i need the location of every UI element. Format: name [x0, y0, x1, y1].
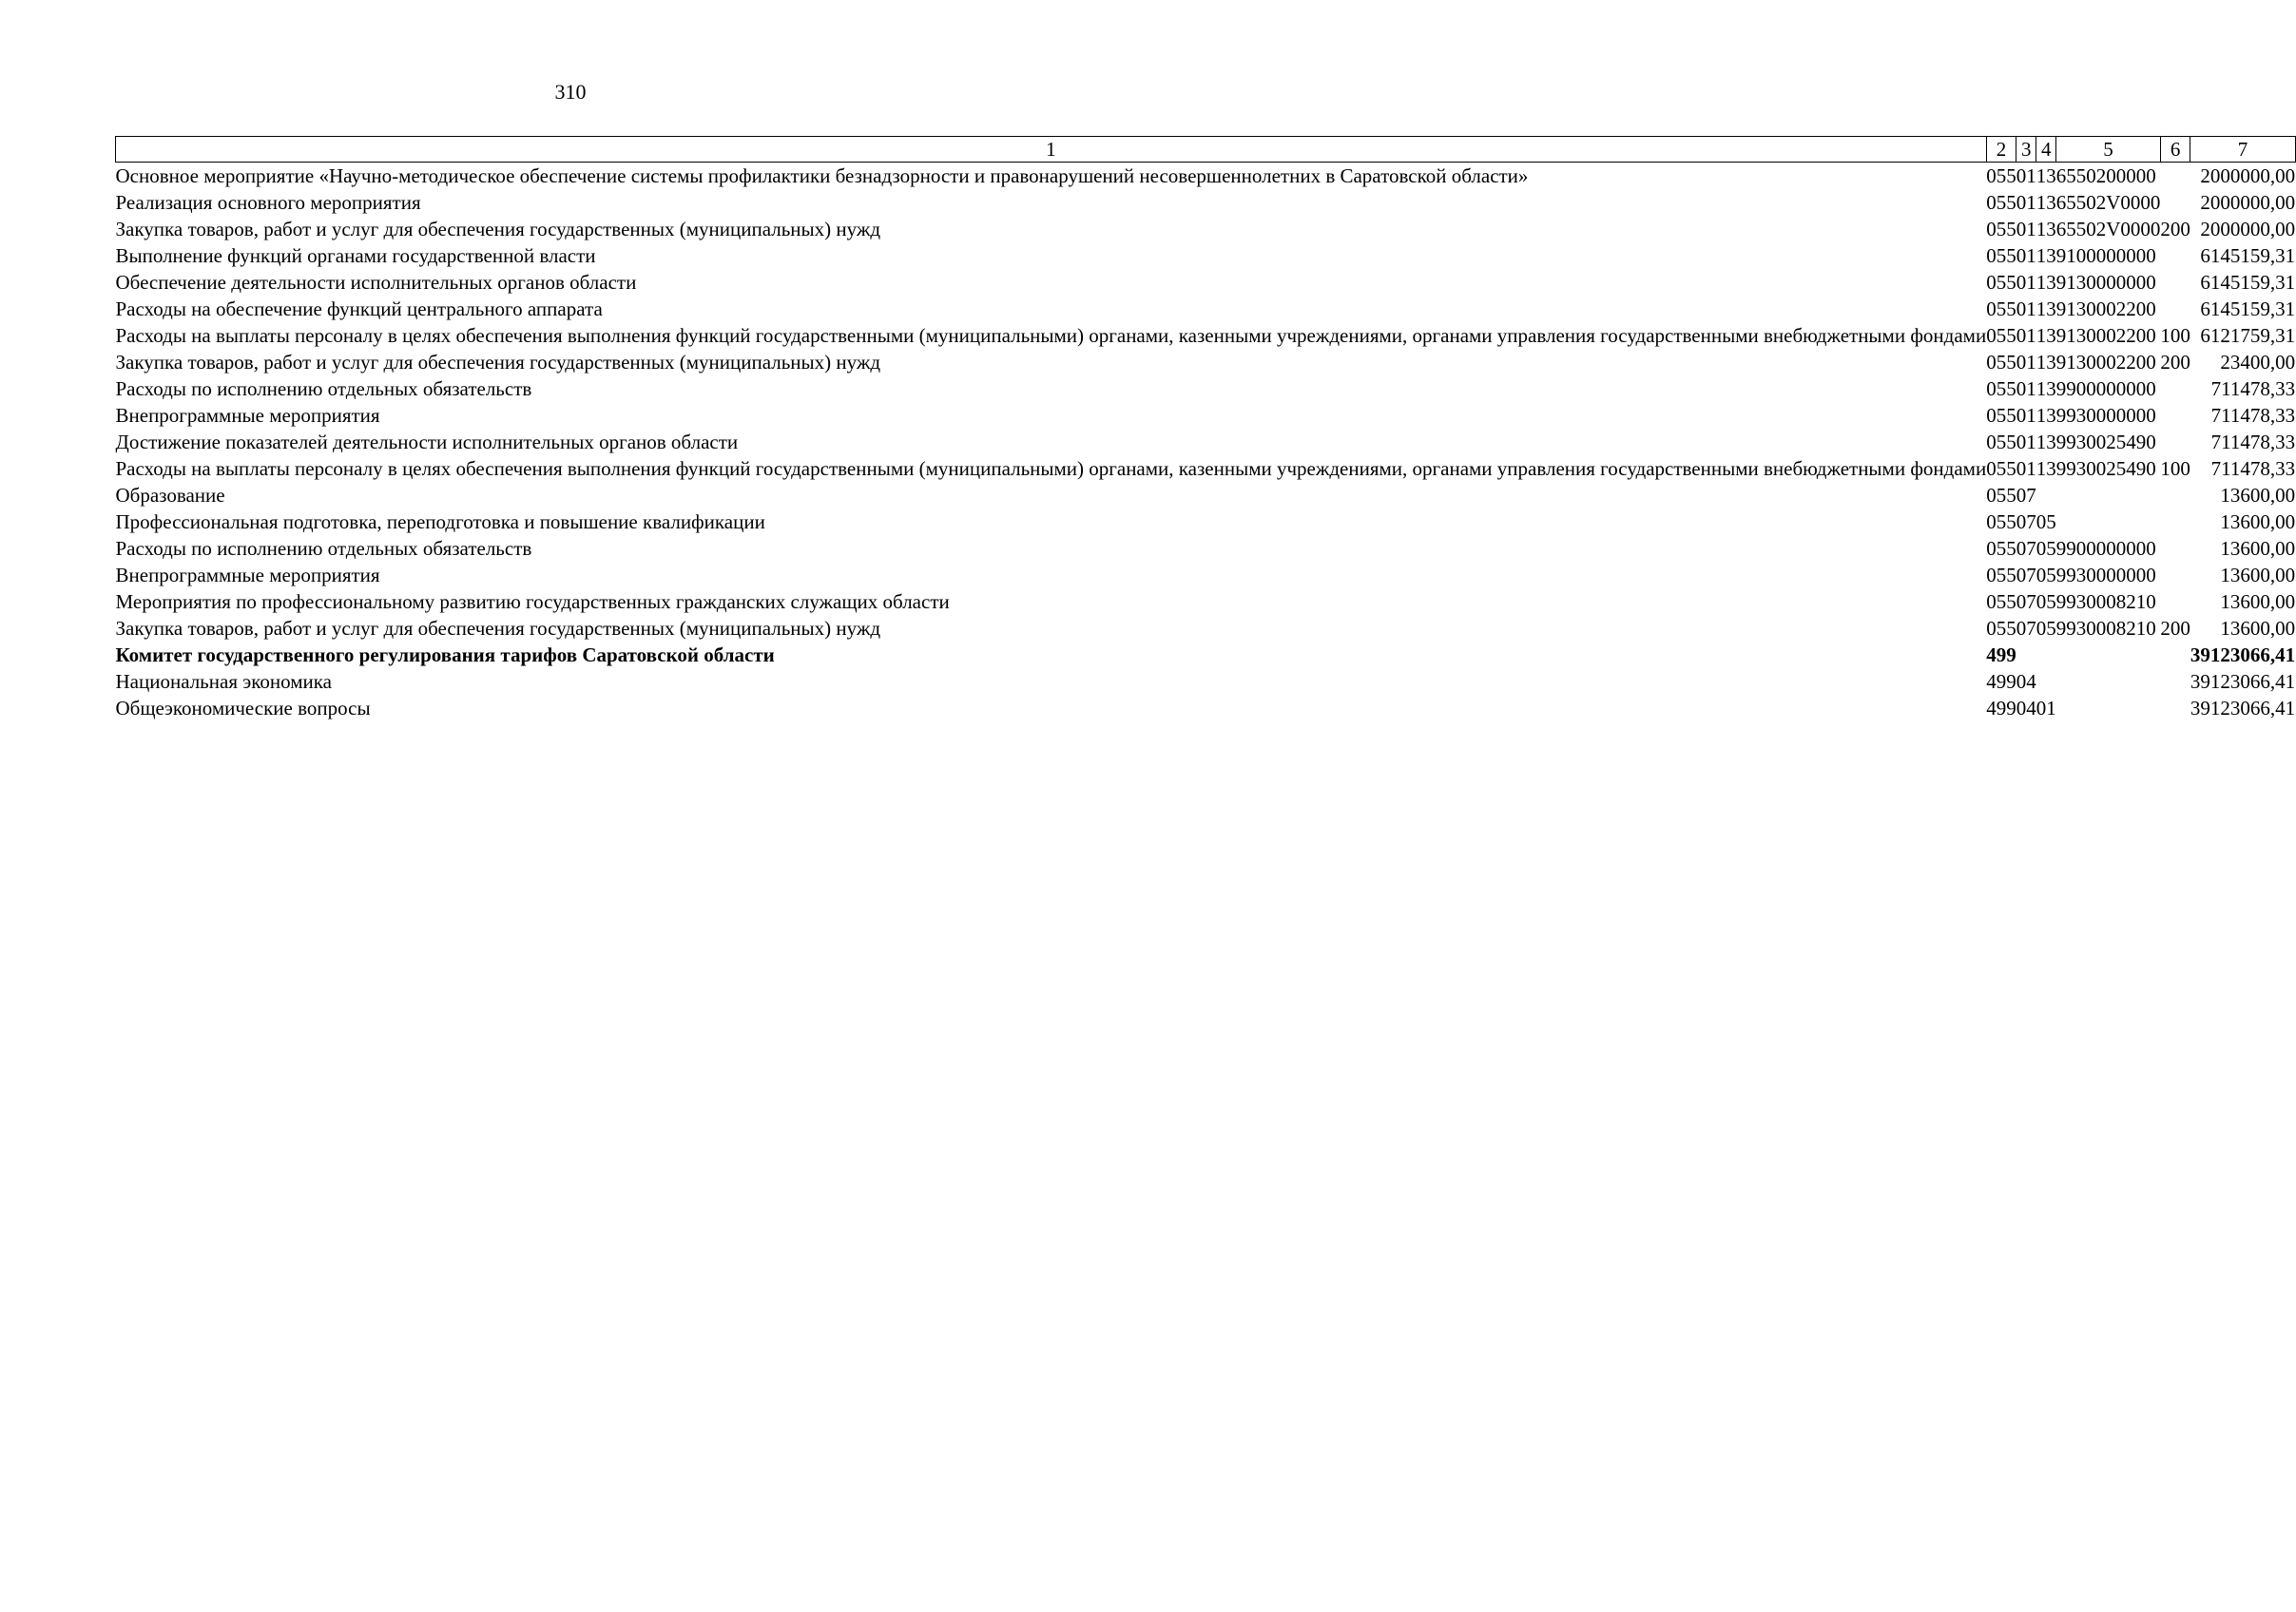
table-row	[116, 695, 2296, 721]
header-col-2: 2	[1986, 137, 2016, 163]
row-col-3: 01	[2016, 244, 2036, 267]
row-col-6	[2160, 375, 2190, 402]
row-col-4	[2036, 642, 2056, 668]
header-col-4: 4	[2036, 137, 2056, 163]
row-col-6: 200	[2160, 218, 2190, 240]
row-col-3: 07	[2016, 537, 2036, 560]
row-col-2: 499	[1986, 697, 2016, 720]
row-col-6	[2160, 429, 2190, 455]
row-col-6	[2160, 562, 2190, 588]
row-col-7: 13600,00	[2220, 537, 2296, 560]
row-col-6	[2160, 189, 2190, 216]
row-col-6	[2160, 269, 2190, 296]
row-col-6	[2160, 163, 2190, 190]
row-col-6: 100	[2160, 324, 2190, 347]
row-col-3: 01	[2016, 297, 2036, 320]
table-row	[116, 163, 2296, 190]
row-col-2: 055	[1986, 244, 2016, 267]
row-col-6	[2160, 535, 2190, 562]
header-col-5: 5	[2056, 137, 2161, 163]
row-name: Расходы на обеспечение функций центрального аппарата	[115, 297, 603, 320]
row-col-4: 13	[2036, 351, 2056, 374]
table-row	[116, 615, 2296, 642]
row-col-5: 9930008210	[2055, 617, 2156, 640]
table-row	[116, 562, 2296, 588]
row-col-6: 100	[2160, 457, 2190, 480]
row-col-3: 01	[2016, 191, 2036, 214]
row-col-6: 200	[2160, 617, 2190, 640]
page-number: 310	[554, 80, 587, 104]
row-name: Достижение показателей деятельности исполнительных органов области	[115, 431, 739, 453]
row-col-4: 05	[2036, 617, 2056, 640]
row-col-4: 01	[2036, 697, 2056, 720]
row-col-3	[2016, 642, 2036, 668]
row-col-5	[2056, 482, 2161, 509]
row-col-2: 055	[1986, 324, 2016, 347]
table-row	[116, 482, 2296, 509]
table-row	[116, 455, 2296, 482]
table-row	[116, 322, 2296, 349]
row-col-5: 6550200000	[2055, 164, 2156, 187]
row-col-7: 711478,33	[2210, 404, 2296, 427]
row-name: Основное мероприятие «Научно-методическое обеспечение системы профилактики безнадзорности и правонарушений несовершеннолетних в Саратовской области»	[115, 164, 1529, 187]
row-col-5: 9100000000	[2055, 244, 2156, 267]
row-col-2: 055	[1986, 297, 2016, 320]
row-col-3: 04	[2016, 670, 2036, 693]
row-col-4: 05	[2036, 510, 2056, 533]
row-col-7: 2000000,00	[2200, 164, 2296, 187]
row-col-4	[2036, 482, 2056, 509]
row-col-6	[2160, 296, 2190, 322]
row-col-6	[2160, 402, 2190, 429]
row-col-4: 13	[2036, 431, 2056, 453]
row-col-7: 13600,00	[2220, 510, 2296, 533]
row-col-3: 01	[2016, 351, 2036, 374]
row-col-2: 055	[1986, 537, 2016, 560]
row-col-3: 07	[2016, 590, 2036, 613]
row-col-4: 13	[2036, 164, 2056, 187]
header-col-3: 3	[2016, 137, 2036, 163]
row-name: Расходы по исполнению отдельных обязательств	[115, 377, 532, 400]
row-col-2: 055	[1986, 431, 2016, 453]
table-row	[116, 189, 2296, 216]
row-col-3: 07	[2016, 564, 2036, 586]
row-col-5: 9130000000	[2055, 271, 2156, 294]
row-col-7: 711478,33	[2210, 457, 2296, 480]
row-col-4: 13	[2036, 297, 2056, 320]
row-col-5: 9930000000	[2055, 564, 2156, 586]
row-col-2: 055	[1986, 404, 2016, 427]
header-row	[116, 137, 2296, 163]
table-row	[116, 296, 2296, 322]
row-col-4: 13	[2036, 218, 2056, 240]
table-row	[116, 588, 2296, 615]
row-col-5	[2056, 695, 2161, 721]
row-col-2: 055	[1986, 271, 2016, 294]
row-col-4: 13	[2036, 244, 2056, 267]
row-col-3: 01	[2016, 404, 2036, 427]
row-col-3: 01	[2016, 218, 2036, 240]
table-row	[116, 269, 2296, 296]
header-col-7: 7	[2190, 137, 2295, 163]
row-col-7: 6145159,31	[2200, 244, 2296, 267]
row-name: Комитет государственного регулирования тарифов Саратовской области	[115, 643, 775, 666]
row-col-2: 055	[1986, 590, 2016, 613]
row-col-4: 13	[2036, 457, 2056, 480]
row-col-3: 01	[2016, 457, 2036, 480]
row-col-3: 07	[2016, 617, 2036, 640]
row-col-6	[2160, 242, 2190, 269]
row-col-5: 65502V0000	[2055, 191, 2161, 214]
row-col-7: 2000000,00	[2200, 218, 2296, 240]
row-col-5	[2056, 668, 2161, 695]
row-name: Национальная экономика	[115, 670, 332, 693]
row-col-3: 01	[2016, 164, 2036, 187]
row-col-3: 01	[2016, 431, 2036, 453]
row-col-3: 01	[2016, 324, 2036, 347]
row-col-4: 13	[2036, 271, 2056, 294]
row-name: Расходы на выплаты персоналу в целях обеспечения выполнения функций государственными (муниципальными) органами, казенными учреждениями, органами управления государственными внебюджетными фондами	[115, 457, 1987, 480]
row-col-7: 39123066,41	[2190, 670, 2296, 693]
row-col-7: 13600,00	[2220, 590, 2296, 613]
row-col-5: 9930008210	[2055, 590, 2156, 613]
row-col-7: 13600,00	[2220, 617, 2296, 640]
row-name: Общеэкономические вопросы	[115, 697, 371, 720]
row-name: Выполнение функций органами государственной власти	[115, 244, 596, 267]
table-row	[116, 509, 2296, 535]
row-col-2: 055	[1986, 164, 2016, 187]
row-col-6	[2160, 588, 2190, 615]
row-col-5: 9130002200	[2055, 297, 2156, 320]
row-col-5: 9930025490	[2055, 431, 2156, 453]
table-row	[116, 242, 2296, 269]
header-col-1: 1	[116, 137, 1987, 163]
row-col-7: 6145159,31	[2200, 297, 2296, 320]
table-row	[116, 668, 2296, 695]
row-col-3: 01	[2016, 271, 2036, 294]
row-name: Закупка товаров, работ и услуг для обеспечения государственных (муниципальных) нужд	[115, 218, 881, 240]
row-col-7: 6145159,31	[2200, 271, 2296, 294]
row-col-4: 05	[2036, 537, 2056, 560]
row-col-6	[2160, 482, 2190, 509]
row-col-2: 055	[1986, 377, 2016, 400]
row-col-4: 13	[2036, 324, 2056, 347]
row-col-7: 711478,33	[2210, 431, 2296, 453]
row-col-2: 055	[1986, 617, 2016, 640]
row-col-7: 13600,00	[2220, 564, 2296, 586]
row-col-7: 13600,00	[2220, 484, 2296, 507]
row-name: Расходы на выплаты персоналу в целях обеспечения выполнения функций государственными (муниципальными) органами, казенными учреждениями, органами управления государственными внебюджетными фондами	[115, 324, 1987, 347]
row-col-3: 04	[2016, 697, 2036, 720]
row-col-4: 13	[2036, 191, 2056, 214]
row-col-4: 05	[2036, 564, 2056, 586]
row-col-5: 9130002200	[2055, 351, 2156, 374]
row-col-5: 9900000000	[2055, 537, 2156, 560]
row-name: Закупка товаров, работ и услуг для обеспечения государственных (муниципальных) нужд	[115, 617, 881, 640]
row-col-7: 39123066,41	[2190, 697, 2296, 720]
row-name: Закупка товаров, работ и услуг для обеспечения государственных (муниципальных) нужд	[115, 351, 881, 374]
row-col-4: 13	[2036, 377, 2056, 400]
row-col-2: 055	[1986, 484, 2016, 507]
table-row	[116, 535, 2296, 562]
row-name: Внепрограммные мероприятия	[115, 564, 380, 586]
row-name: Образование	[115, 484, 225, 507]
row-name: Реализация основного мероприятия	[115, 191, 421, 214]
row-name: Расходы по исполнению отдельных обязательств	[115, 537, 532, 560]
row-col-5: 9900000000	[2055, 377, 2156, 400]
row-col-7: 711478,33	[2210, 377, 2296, 400]
row-col-2: 499	[1986, 643, 2016, 666]
budget-table	[115, 136, 2296, 721]
row-col-4: 13	[2036, 404, 2056, 427]
row-col-5: 9930000000	[2055, 404, 2156, 427]
row-col-2: 055	[1986, 457, 2016, 480]
row-col-5: 9130002200	[2055, 324, 2156, 347]
row-col-7: 6121759,31	[2200, 324, 2296, 347]
table-row	[116, 429, 2296, 455]
row-col-2: 055	[1986, 351, 2016, 374]
row-col-5: 65502V0000	[2055, 218, 2161, 240]
header-col-6: 6	[2160, 137, 2190, 163]
row-col-6	[2160, 509, 2190, 535]
row-col-2: 055	[1986, 218, 2016, 240]
table-row	[116, 375, 2296, 402]
row-col-7: 2000000,00	[2200, 191, 2296, 214]
row-col-5	[2056, 509, 2161, 535]
row-col-6: 200	[2160, 351, 2190, 374]
table-row	[116, 349, 2296, 375]
row-col-7: 39123066,41	[2190, 643, 2296, 666]
row-col-7: 23400,00	[2220, 351, 2296, 374]
row-name: Мероприятия по профессиональному развитию государственных гражданских служащих области	[115, 590, 950, 613]
row-col-3: 07	[2016, 510, 2036, 533]
row-name: Внепрограммные мероприятия	[115, 404, 380, 427]
row-col-2: 055	[1986, 510, 2016, 533]
table-row	[116, 402, 2296, 429]
row-col-3: 01	[2016, 377, 2036, 400]
row-col-4: 05	[2036, 590, 2056, 613]
row-col-2: 055	[1986, 191, 2016, 214]
row-col-5: 9930025490	[2055, 457, 2156, 480]
table-row	[116, 642, 2296, 668]
row-col-4	[2036, 668, 2056, 695]
row-col-6	[2160, 642, 2190, 668]
row-name: Обеспечение деятельности исполнительных органов области	[115, 271, 637, 294]
row-col-6	[2160, 668, 2190, 695]
row-col-2: 499	[1986, 670, 2016, 693]
row-col-3: 07	[2016, 484, 2036, 507]
row-name: Профессиональная подготовка, переподготовка и повышение квалификации	[115, 510, 765, 533]
row-col-6	[2160, 695, 2190, 721]
table-row	[116, 216, 2296, 242]
row-col-2: 055	[1986, 564, 2016, 586]
row-col-5	[2056, 642, 2161, 668]
